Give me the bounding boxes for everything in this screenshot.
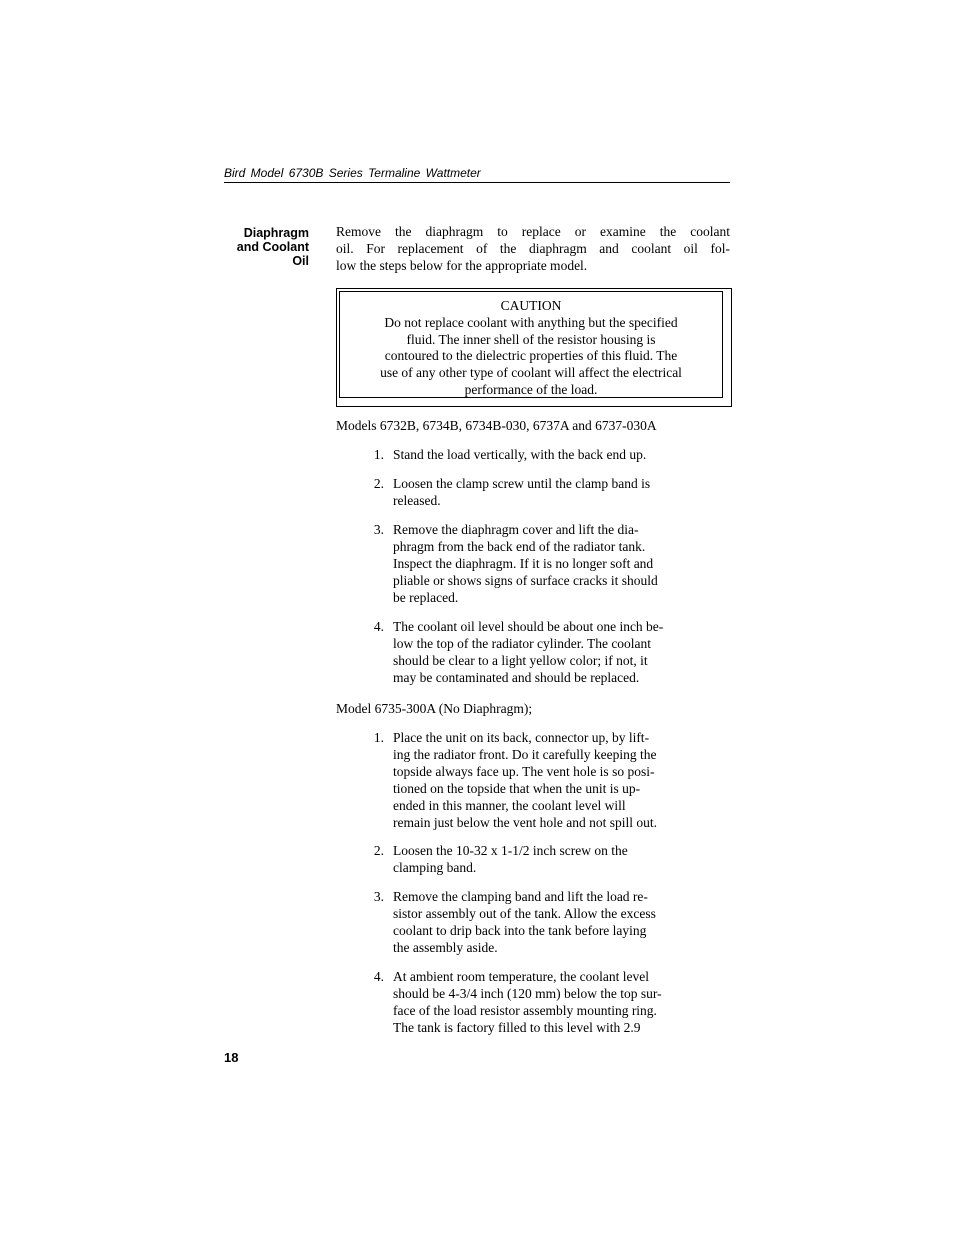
step-line: be replaced. [393,589,459,605]
step-line: tioned on the topside that when the unit is up- [393,780,641,796]
step-number: 3. [373,889,384,904]
step-text [393,476,730,510]
step-line: Inspect the diaphragm. If it is no longer soft and [393,555,654,571]
intro-line: oil. For replacement of the diaphragm and coolant oil fol- [336,240,730,256]
intro-paragraph [336,224,730,274]
section-heading-line: and Coolant [236,240,309,254]
caution-line: contoured to the dielectric properties of this fluid. The [384,348,678,364]
header-rule [224,182,730,183]
step-line: clamping band. [393,859,477,875]
step-line: Place the unit on its back, connector up, by lift- [393,730,650,745]
page-number: 18 [224,1050,239,1065]
step-line: sistor assembly out of the tank. Allow the excess [393,905,656,921]
step-line: The tank is factory filled to this level with 2.9 [393,1019,641,1035]
step-line: topside always face up. The vent hole is so posi- [393,763,655,779]
step-line: coolant to drip back into the tank before laying [393,922,647,938]
step-line: Loosen the clamp screw until the clamp band is [393,476,651,491]
model-group-title: Model 6735-300A (No Diaphragm); [336,701,533,716]
caution-title: CAUTION [500,298,562,313]
caution-line: use of any other type of coolant will affect the electrical [380,365,682,381]
step-number: 2. [373,843,384,858]
step-text [393,843,730,877]
models-group-title: Models 6732B, 6734B, 6734B-030, 6737A and 6737-030A [336,418,657,433]
step-line: may be contaminated and should be replaced. [393,669,640,685]
caution-box-inner [339,291,723,398]
step-line: the assembly aside. [393,939,498,955]
section-heading-line: Oil [292,254,309,268]
caution-line: fluid. The inner shell of the resistor housing is [406,331,656,347]
step-number: 1. [373,730,384,745]
step-text [393,889,730,957]
step-line: At ambient room temperature, the coolant level [393,969,650,984]
step-line: released. [393,492,441,508]
step-line: Remove the clamping band and lift the load re- [393,889,648,904]
step-number: 4. [373,619,384,634]
caution-line: performance of the load. [464,381,598,397]
step-line: low the top of the radiator cylinder. The coolant [393,635,652,651]
section-heading [208,226,309,268]
section-heading-line: Diaphragm [243,226,309,240]
step-line: face of the load resistor assembly mounting ring. [393,1002,657,1018]
step-line: should be clear to a light yellow color; if not, it [393,652,648,668]
caution-box [336,288,732,407]
step-number: 3. [373,522,384,537]
step-text [393,619,730,687]
intro-line: Remove the diaphragm to replace or examine the coolant [336,224,730,239]
step-text [393,969,730,1037]
step-line: remain just below the vent hole and not spill out. [393,814,657,830]
step-number: 1. [373,447,384,462]
step-line: Loosen the 10-32 x 1-1/2 inch screw on the [393,843,628,858]
step-line: ended in this manner, the coolant level will [393,797,626,813]
running-header: Bird Model 6730B Series Termaline Wattmeter [224,166,481,180]
step-text [393,447,730,464]
step-line: should be 4-3/4 inch (120 mm) below the top sur- [393,985,662,1001]
step-line: Stand the load vertically, with the back end up. [393,447,647,462]
step-number: 4. [373,969,384,984]
step-line: The coolant oil level should be about one inch be- [393,619,664,634]
step-line: Remove the diaphragm cover and lift the dia- [393,522,639,537]
step-line: pliable or shows signs of surface cracks it should [393,572,658,588]
step-text [393,522,730,607]
caution-line: Do not replace coolant with anything but the specified [384,314,678,330]
step-line: phragm from the back end of the radiator tank. [393,538,646,554]
step-number: 2. [373,476,384,491]
intro-line: low the steps below for the appropriate model. [336,257,588,273]
step-line: ing the radiator front. Do it carefully keeping the [393,746,657,762]
step-text [393,730,730,831]
